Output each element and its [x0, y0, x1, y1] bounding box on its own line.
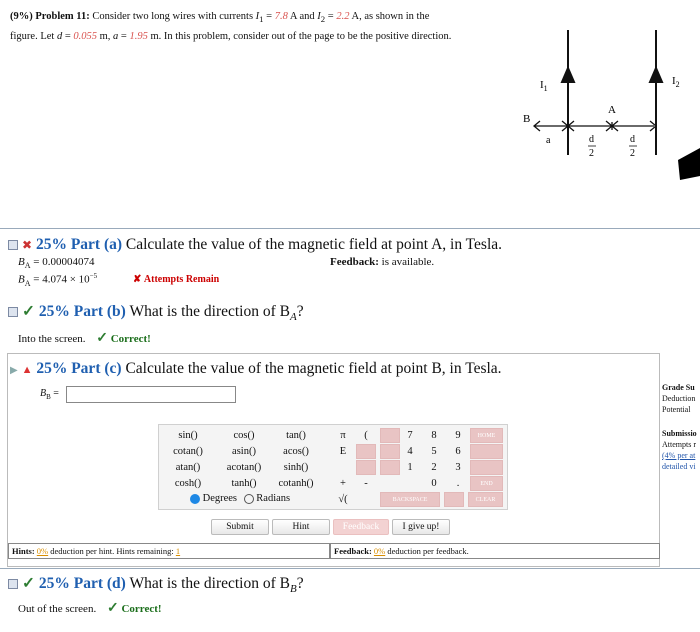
divider	[0, 568, 700, 569]
digit-key[interactable]: 4	[407, 446, 413, 457]
angle-mode: Degrees Radians	[190, 493, 290, 504]
digit-key[interactable]: .	[456, 478, 460, 489]
digit-key[interactable]: 7	[407, 430, 413, 441]
fig-i2: $I_2$	[672, 75, 680, 89]
problem-text: Consider two long wires with currents	[92, 11, 254, 22]
a-symbol: a	[113, 31, 119, 43]
part-c-label: $B_B$ =	[40, 388, 59, 401]
wrong-icon: ✖	[22, 238, 33, 252]
disabled-key	[356, 444, 376, 459]
feedback-bar: Feedback: 0% deduction per feedback.	[330, 543, 660, 559]
expand-icon[interactable]	[8, 307, 18, 317]
fn-key[interactable]: acotan()	[226, 462, 262, 473]
symbol-key[interactable]	[380, 428, 400, 443]
part-a-question: Calculate the value of the magnetic field at point A, in Tesla.	[125, 236, 503, 253]
wires-figure	[510, 20, 700, 195]
check-icon: ✓	[22, 303, 35, 320]
part-d-header: ✓ 25% Part (d) What is the direction of $B_B$?	[8, 574, 304, 595]
grade-summary: Grade Su Deduction Potential	[662, 383, 696, 414]
fig-two2: 2	[630, 148, 635, 159]
wire-2-arrow	[650, 68, 662, 82]
fn-key[interactable]: acos()	[283, 446, 309, 457]
control-key[interactable]: BACKSPACE	[380, 492, 440, 507]
warning-icon: ▲	[21, 364, 33, 376]
disabled-key	[356, 460, 376, 475]
wire-1-arrow	[562, 68, 574, 82]
hints-bar: Hints: 0% deduction per hint. Hints remaining: 1	[8, 543, 330, 559]
problem-statement: (9%) Problem 11: Consider two long wires with currents $I_1 = 7.8$ A and $I_2 = 2.2$ A, as shown in the figure. Let d = 0.055 m, a = 1.95 m. In this problem, consider out of the page to be the positive direction.	[10, 11, 452, 43]
part-b-pct: 25% Part (b)	[38, 303, 126, 320]
symbol-key[interactable]: E	[339, 446, 347, 457]
problem-text: m,	[99, 31, 111, 43]
i1-value: 7.8	[274, 11, 288, 22]
divider	[0, 228, 700, 229]
symbol-key[interactable]: +	[340, 478, 346, 489]
fig-d1: d	[589, 134, 594, 145]
submit-button[interactable]: Submit	[211, 519, 269, 535]
part-d-answer: Out of the screen. ✓ Correct!	[18, 601, 162, 616]
fn-key[interactable]: sin()	[178, 430, 198, 441]
fn-key[interactable]: asin()	[232, 446, 256, 457]
part-d-question: What is the direction of B	[129, 575, 290, 592]
part-c-header	[10, 360, 502, 378]
fn-key[interactable]: cotanh()	[278, 478, 314, 489]
fig-point-b: B	[523, 113, 531, 125]
attempts-remain: ✘ Attempts Remain	[133, 274, 220, 285]
part-c-pct: 25% Part (c)	[36, 360, 122, 377]
control-key[interactable]	[470, 460, 503, 475]
answer-input[interactable]	[66, 386, 236, 403]
fig-d2: d	[630, 134, 635, 145]
control-key[interactable]: HOME	[470, 428, 503, 443]
degrees-radio[interactable]	[190, 494, 200, 504]
symbol-key[interactable]: -	[364, 478, 368, 489]
check-icon: ✓	[96, 331, 108, 346]
control-key[interactable]	[444, 492, 464, 507]
expand-icon[interactable]	[8, 240, 18, 250]
submissions-summary: Submissio Attempts r (4% per at detailed vi	[662, 429, 697, 471]
i2-sub: 2	[320, 14, 326, 25]
part-a-header	[8, 236, 502, 254]
digit-key[interactable]: 2	[431, 462, 437, 473]
fn-key[interactable]: cosh()	[174, 478, 202, 489]
part-a-answer-1: $B_A = 0.00004074$	[18, 256, 95, 271]
hint-button[interactable]: Hint	[272, 519, 330, 535]
digit-key[interactable]: 1	[407, 462, 413, 473]
symbol-key[interactable]: (	[364, 430, 368, 441]
problem-text: figure. Let	[10, 31, 55, 43]
d-symbol: d	[56, 31, 63, 43]
digit-key[interactable]: 5	[431, 446, 437, 457]
digit-key[interactable]: 6	[455, 446, 461, 457]
fn-key[interactable]: tan()	[286, 430, 306, 441]
part-d-pct: 25% Part (d)	[38, 575, 126, 592]
black-smudge	[678, 148, 700, 180]
detailed-view-link[interactable]: detailed vi	[662, 462, 696, 471]
part-a-answer-2: $B_A = 4.074 \times 10^{-5}$	[18, 272, 98, 288]
d-value: 0.055	[73, 31, 97, 43]
play-icon: ▶	[10, 365, 18, 376]
i2-symbol: I	[317, 11, 321, 22]
expand-icon[interactable]	[8, 579, 18, 589]
fn-key[interactable]: tanh()	[231, 478, 257, 489]
fn-key[interactable]: cotan()	[173, 446, 203, 457]
digit-key[interactable]: 8	[431, 430, 437, 441]
i2-value: 2.2	[336, 11, 350, 22]
control-key[interactable]: END	[470, 476, 503, 491]
symbol-key[interactable]: π	[340, 430, 346, 441]
a-value: 1.95	[129, 31, 148, 43]
fig-i1: $I_1$	[540, 79, 548, 93]
symbol-key[interactable]: √(	[338, 494, 348, 505]
part-b-question: What is the direction of B	[129, 303, 290, 320]
part-b-answer: Into the screen. ✓ Correct!	[18, 331, 151, 346]
part-b-header: ✓ 25% Part (b) What is the direction of $B_A$?	[8, 302, 304, 323]
x-icon: ✘	[133, 274, 142, 285]
problem-label: (9%) Problem 11:	[10, 11, 90, 22]
check-icon: ✓	[22, 575, 35, 592]
digit-key[interactable]: 3	[455, 462, 461, 473]
i1-sub: 1	[259, 14, 264, 25]
i1-symbol: I	[255, 11, 260, 22]
fig-a: a	[546, 135, 551, 146]
control-key[interactable]: CLEAR	[468, 492, 503, 507]
check-icon: ✓	[106, 601, 119, 616]
fn-key[interactable]: sinh()	[283, 462, 309, 473]
fn-key[interactable]: atan()	[175, 462, 201, 473]
digit-key[interactable]: 0	[431, 478, 437, 489]
part-a-pct: 25% Part (a)	[35, 236, 123, 253]
fig-two1: 2	[589, 148, 594, 159]
problem-text: A, as shown in the	[351, 11, 430, 22]
fig-point-a: A	[608, 104, 616, 116]
feedback-button[interactable]: Feedback	[333, 519, 389, 535]
disabled-key	[380, 444, 400, 459]
unit-text: A and	[289, 11, 315, 22]
control-key[interactable]	[470, 444, 503, 459]
problem-text: m. In this problem, consider out of the page to be the positive direction.	[150, 31, 452, 43]
part-a-feedback: Feedback: is available.	[330, 256, 435, 268]
give-up-button[interactable]: I give up!	[392, 519, 450, 535]
disabled-key	[380, 460, 400, 475]
fn-key[interactable]: cos()	[233, 430, 255, 441]
part-c-question: Calculate the value of the magnetic field at point B, in Tesla.	[125, 360, 502, 377]
radians-radio[interactable]	[244, 494, 254, 504]
digit-key[interactable]: 9	[455, 430, 461, 441]
